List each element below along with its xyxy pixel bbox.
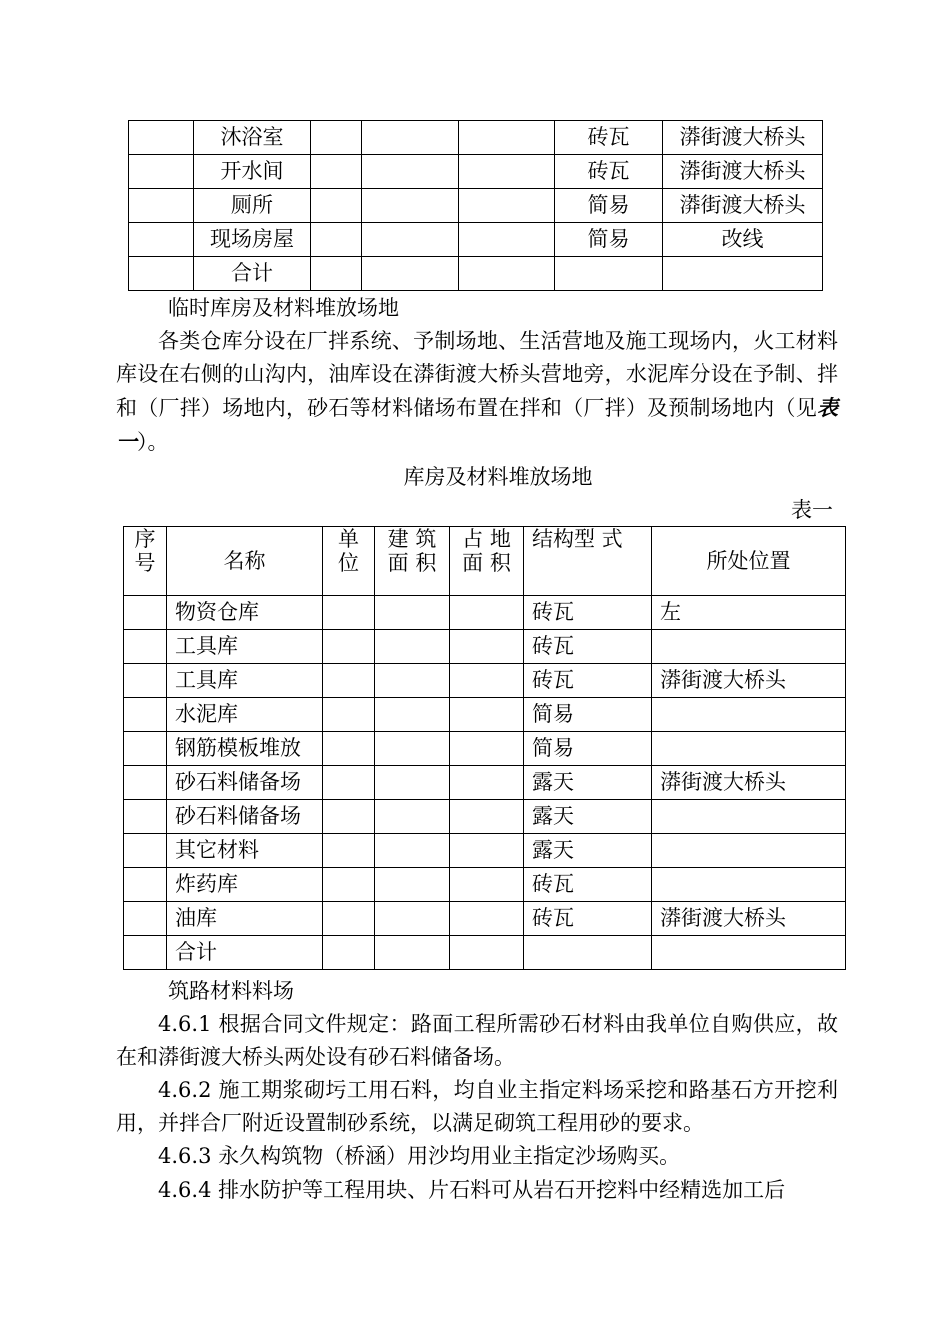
table-cell [450,732,524,766]
table-cell [129,155,194,189]
header-land-area: 占 地 面 积 [450,527,524,596]
table-cell: 钢筋模板堆放 [167,732,323,766]
table-cell: 其它材料 [167,834,323,868]
table-cell [652,936,846,970]
table-cell [375,630,450,664]
table-cell [375,902,450,936]
table-cell [124,766,167,800]
table-cell [129,189,194,223]
table-cell: 砖瓦 [524,868,652,902]
table-cell [459,155,555,189]
table-cell [652,800,846,834]
table-cell [362,189,459,223]
table-cell: 工具库 [167,630,323,664]
header-name: 名称 [167,527,323,596]
table-cell [124,902,167,936]
table-cell [450,834,524,868]
header-location: 所处位置 [652,527,846,596]
table-cell [375,834,450,868]
table-cell [124,800,167,834]
table-cell [124,868,167,902]
table-label: 表一 [791,498,833,522]
table-cell [311,223,362,257]
paragraph-4-6-1: 4.6.1 根据合同文件规定：路面工程所需砂石材料由我单位自购供应，故在和漭街渡大桥头两处设有砂石料储备场。 [116,1012,838,1069]
table-cell [375,766,450,800]
table-row [129,121,823,155]
table-row [124,698,846,732]
table-cell [124,732,167,766]
table-cell [311,155,362,189]
table-row [124,664,846,698]
table-cell [450,902,524,936]
table-cell [459,189,555,223]
table-cell [124,630,167,664]
storage-paragraph: 各类仓库分设在厂拌系统、予制场地、生活营地及施工现场内，火工材料库设在右侧的山沟内，油库设在漭街渡大桥头营地旁，水泥库分设在予制、拌和（厂拌）场地内，砂石等材料储场布置在拌和（厂拌）及预制场地内（见表一）。 [116,329,838,454]
table-cell [124,664,167,698]
table-cell: 工具库 [167,664,323,698]
table-cell: 炸药库 [167,868,323,902]
table-cell [555,257,663,291]
table-cell: 漭街渡大桥头 [652,664,846,698]
paragraph-4-6-3: 4.6.3 永久构筑物（桥涵）用沙均用业主指定沙场购买。 [158,1144,681,1168]
storage-materials-table [123,526,846,970]
table-cell [450,630,524,664]
table-cell [375,936,450,970]
table-row [124,936,846,970]
table-cell [323,766,375,800]
table-row [129,257,823,291]
table-cell [459,121,555,155]
table-cell [124,936,167,970]
table-cell [124,834,167,868]
table-cell: 漭街渡大桥头 [663,155,823,189]
table-cell: 漭街渡大桥头 [663,121,823,155]
table-cell [375,732,450,766]
table-row [124,596,846,630]
table-row [124,630,846,664]
table-cell [311,121,362,155]
table-cell [323,800,375,834]
table-cell: 砖瓦 [524,596,652,630]
table-cell [375,664,450,698]
table-cell [450,596,524,630]
table-cell: 合计 [194,257,311,291]
table-cell [375,800,450,834]
table-cell: 油库 [167,902,323,936]
table-cell [524,936,652,970]
table-cell [362,121,459,155]
table-cell [663,257,823,291]
table-cell [652,868,846,902]
table-cell: 砂石料储备场 [167,766,323,800]
table-cell: 露天 [524,834,652,868]
table-header-row [124,527,846,596]
paragraph-4-6-4: 4.6.4 排水防护等工程用块、片石料可从岩石开挖料中经精选加工后 [158,1178,786,1202]
table-cell [323,698,375,732]
table-cell: 砖瓦 [555,155,663,189]
table-cell [652,732,846,766]
table-row [124,732,846,766]
table-cell [459,257,555,291]
table-cell [652,698,846,732]
table-cell [450,664,524,698]
table-cell: 砖瓦 [524,664,652,698]
table-cell [323,664,375,698]
table-cell [129,223,194,257]
table-cell [375,868,450,902]
table-cell [323,868,375,902]
table-cell: 沐浴室 [194,121,311,155]
table-cell [323,902,375,936]
table-cell: 简易 [555,223,663,257]
table-row [129,155,823,189]
table-cell [450,766,524,800]
table-row [129,189,823,223]
table-row [129,223,823,257]
table-cell [450,698,524,732]
paragraph-4-6-2: 4.6.2 施工期浆砌圬工用石料，均自业主指定料场采挖和路基石方开挖利用，并拌合厂附近设置制砂系统，以满足砌筑工程用砂的要求。 [116,1078,838,1135]
table-cell: 砖瓦 [524,630,652,664]
table-cell: 露天 [524,766,652,800]
table-cell [375,698,450,732]
table-cell [323,596,375,630]
table-cell [129,257,194,291]
table-cell [375,596,450,630]
table-cell: 厕所 [194,189,311,223]
table-cell [323,630,375,664]
table-cell [362,223,459,257]
table-cell: 砂石料储备场 [167,800,323,834]
section-heading-storage: 临时库房及材料堆放场地 [168,296,399,320]
table-cell [652,630,846,664]
header-structure: 结构型 式 [524,527,652,596]
table-row [124,868,846,902]
table-cell: 左 [652,596,846,630]
table-cell: 简易 [555,189,663,223]
header-unit: 单 位 [323,527,375,596]
table-cell [323,936,375,970]
table-cell [362,155,459,189]
table-row [124,766,846,800]
table-cell: 现场房屋 [194,223,311,257]
temporary-buildings-table [128,120,823,291]
table-cell [311,189,362,223]
table-cell [362,257,459,291]
table-cell: 简易 [524,732,652,766]
section-heading-materials: 筑路材料料场 [168,979,294,1003]
table-cell [652,834,846,868]
table-cell: 水泥库 [167,698,323,732]
table-cell: 改线 [663,223,823,257]
header-building-area: 建 筑 面 积 [375,527,450,596]
table-row [124,902,846,936]
table-cell [323,732,375,766]
table-row [124,800,846,834]
table-reference: 表一 [116,395,838,454]
table-cell: 砖瓦 [555,121,663,155]
table-cell: 漭街渡大桥头 [663,189,823,223]
table-cell [450,868,524,902]
table-cell [129,121,194,155]
table-cell [311,257,362,291]
table-cell: 砖瓦 [524,902,652,936]
table-cell: 漭街渡大桥头 [652,766,846,800]
table-cell: 露天 [524,800,652,834]
table-cell: 开水间 [194,155,311,189]
table-caption: 库房及材料堆放场地 [403,465,593,489]
table-cell [124,698,167,732]
table-row [124,834,846,868]
table-cell [450,936,524,970]
table-cell: 物资仓库 [167,596,323,630]
table-cell [459,223,555,257]
table-cell: 合计 [167,936,323,970]
table-cell [124,596,167,630]
table-cell: 漭街渡大桥头 [652,902,846,936]
table-cell [450,800,524,834]
header-seq: 序 号 [124,527,167,596]
table-cell [323,834,375,868]
table-cell: 简易 [524,698,652,732]
